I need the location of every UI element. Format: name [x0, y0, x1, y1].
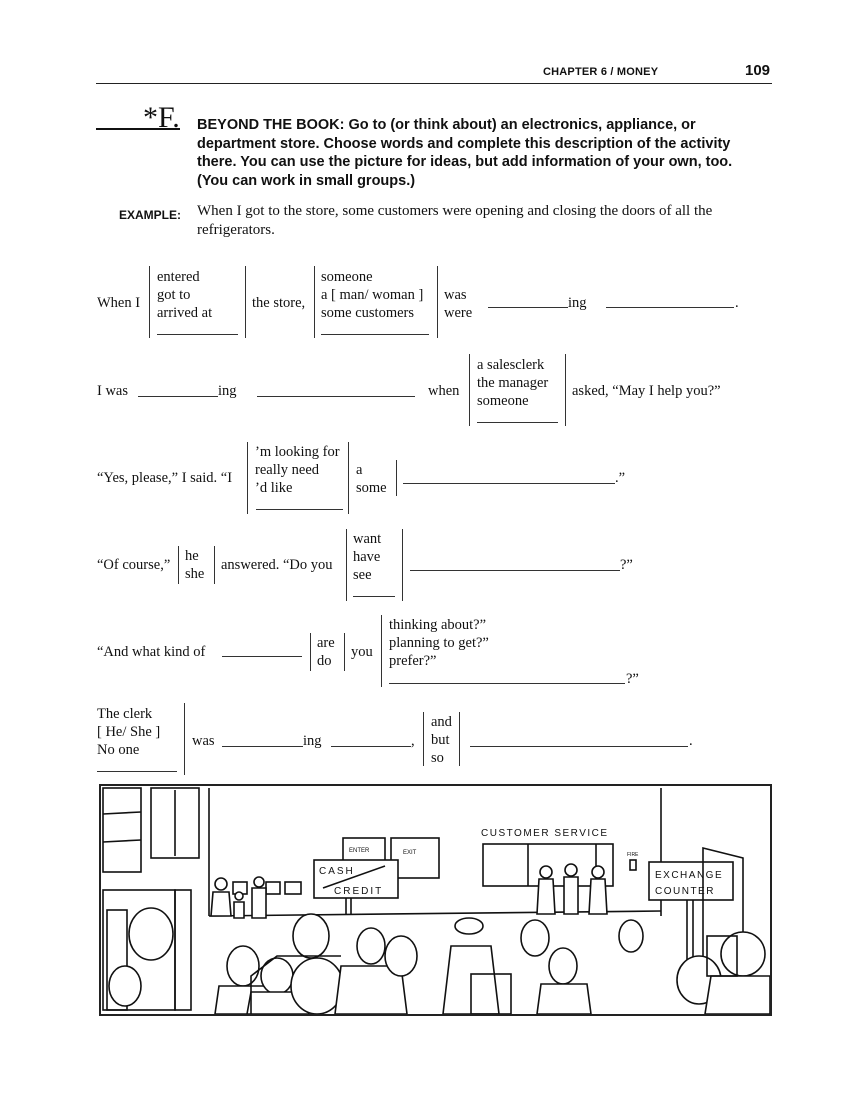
option: someone	[477, 393, 529, 409]
s4-lead: “Of course,”	[97, 557, 171, 573]
header-rule	[96, 83, 772, 84]
bracket-divider	[459, 712, 460, 766]
option: ’m looking for	[255, 444, 340, 460]
svg-text:CASH: CASH	[319, 866, 355, 877]
bracket-divider	[402, 529, 403, 601]
s3-end: .”	[615, 470, 626, 486]
option: but	[431, 732, 450, 748]
option: No one	[97, 742, 140, 758]
bracket-divider	[344, 633, 345, 671]
svg-text:EXCHANGE: EXCHANGE	[655, 870, 724, 881]
s6-end: .	[689, 733, 693, 749]
s6-object-blank[interactable]	[331, 746, 411, 747]
bracket-divider	[565, 354, 566, 426]
s1-ing: ing	[568, 295, 587, 311]
s5-mid: you	[351, 644, 373, 660]
s4-item-blank[interactable]	[410, 570, 620, 571]
bracket-divider	[348, 442, 349, 514]
s1-mid: the store,	[252, 295, 306, 311]
s2-subject-blank[interactable]	[477, 422, 558, 423]
s1-subject-blank[interactable]	[321, 334, 429, 335]
s3-lead: “Yes, please,” I said. “I	[97, 470, 233, 486]
option: was	[444, 287, 467, 303]
option: a [ man/ woman ]	[321, 287, 424, 303]
bracket-divider	[178, 546, 179, 584]
option: and	[431, 714, 452, 730]
s6-clause-blank[interactable]	[470, 746, 688, 747]
s6-ing: ing	[303, 733, 322, 749]
example-text: When I got to the store, some customers were opening and closing the doors of all the refrigerators.	[197, 203, 713, 238]
option: planning to get?”	[389, 635, 489, 651]
s3-item-blank[interactable]	[403, 483, 615, 484]
exercise-instructions: BEYOND THE BOOK: Go to (or think about) an electronics, appliance, or department store. Choose words and complete this description of the activity there. You can use the picture for ideas, but add information of your own, too. (You can work in small groups.)	[197, 117, 733, 189]
option: do	[317, 653, 332, 669]
option: [ He/ She ]	[97, 724, 161, 740]
bracket-divider	[469, 354, 470, 426]
option: thinking about?”	[389, 617, 487, 633]
option: the manager	[477, 375, 549, 391]
option: want	[353, 531, 382, 547]
bracket-divider	[184, 703, 185, 775]
s5-end: ?”	[626, 671, 639, 687]
s3-verb-blank[interactable]	[256, 509, 343, 510]
bracket-divider	[396, 460, 397, 496]
s6-comma: ,	[411, 733, 415, 749]
s4-end: ?”	[620, 557, 633, 573]
bracket-divider	[247, 442, 248, 514]
option: a salesclerk	[477, 357, 545, 373]
option: some	[356, 480, 387, 496]
option: someone	[321, 269, 373, 285]
option: arrived at	[157, 305, 213, 321]
s2-lead: I was	[97, 383, 129, 399]
option: prefer?”	[389, 653, 437, 669]
s4-mid: answered. “Do you	[221, 557, 333, 573]
s2-verb-ing-blank[interactable]	[138, 396, 218, 397]
svg-text:COUNTER: COUNTER	[655, 886, 715, 897]
s2-object-blank[interactable]	[257, 396, 415, 397]
svg-text:CREDIT: CREDIT	[334, 886, 384, 897]
exercise-label: *F.	[143, 101, 180, 134]
bracket-divider	[346, 529, 347, 601]
s6-verb-ing-blank[interactable]	[222, 746, 303, 747]
s1-verb-blank[interactable]	[157, 334, 238, 335]
running-head: CHAPTER 6 / MONEY	[543, 66, 659, 78]
bracket-divider	[149, 266, 150, 338]
s5-item-blank[interactable]	[222, 656, 302, 657]
bracket-divider	[214, 546, 215, 584]
store-scene-drawing	[101, 786, 770, 1014]
s5-lead: “And what kind of	[97, 644, 206, 660]
s6-subject-blank[interactable]	[97, 771, 177, 772]
s1-object-blank[interactable]	[606, 307, 734, 308]
option: are	[317, 635, 335, 651]
option: entered	[157, 269, 200, 285]
option: so	[431, 750, 444, 766]
option: ’d like	[255, 480, 293, 496]
option: a	[356, 462, 363, 478]
option: really need	[255, 462, 320, 478]
option: The clerk	[97, 706, 153, 722]
bracket-divider	[314, 266, 315, 338]
s1-end: .	[735, 295, 739, 311]
page-number: 109	[745, 62, 771, 79]
svg-text:CUSTOMER SERVICE: CUSTOMER SERVICE	[481, 828, 609, 839]
bracket-divider	[423, 712, 424, 766]
option: got to	[157, 287, 191, 303]
option: see	[353, 567, 372, 583]
s4-verb-blank[interactable]	[353, 596, 395, 597]
s6-was: was	[192, 733, 215, 749]
s1-lead: When I	[97, 295, 141, 311]
s2-when: when	[428, 383, 460, 399]
bracket-divider	[437, 266, 438, 338]
enter-sign-text: ENTER	[349, 848, 370, 854]
s1-verb-ing-blank[interactable]	[488, 307, 568, 308]
svg-text:FIRE: FIRE	[627, 852, 639, 858]
option: she	[185, 566, 205, 582]
bracket-divider	[310, 633, 311, 671]
bracket-divider	[245, 266, 246, 338]
svg-text:EXIT: EXIT	[403, 850, 417, 856]
example-tag: EXAMPLE:	[119, 208, 182, 222]
option: he	[185, 548, 199, 564]
s5-ending-blank[interactable]	[389, 683, 625, 684]
bracket-divider	[381, 615, 382, 687]
option: have	[353, 549, 381, 565]
store-illustration	[99, 784, 772, 1016]
s2-ing: ing	[218, 383, 237, 399]
option: some customers	[321, 305, 415, 321]
s2-end: asked, “May I help you?”	[572, 383, 721, 399]
option: were	[444, 305, 473, 321]
